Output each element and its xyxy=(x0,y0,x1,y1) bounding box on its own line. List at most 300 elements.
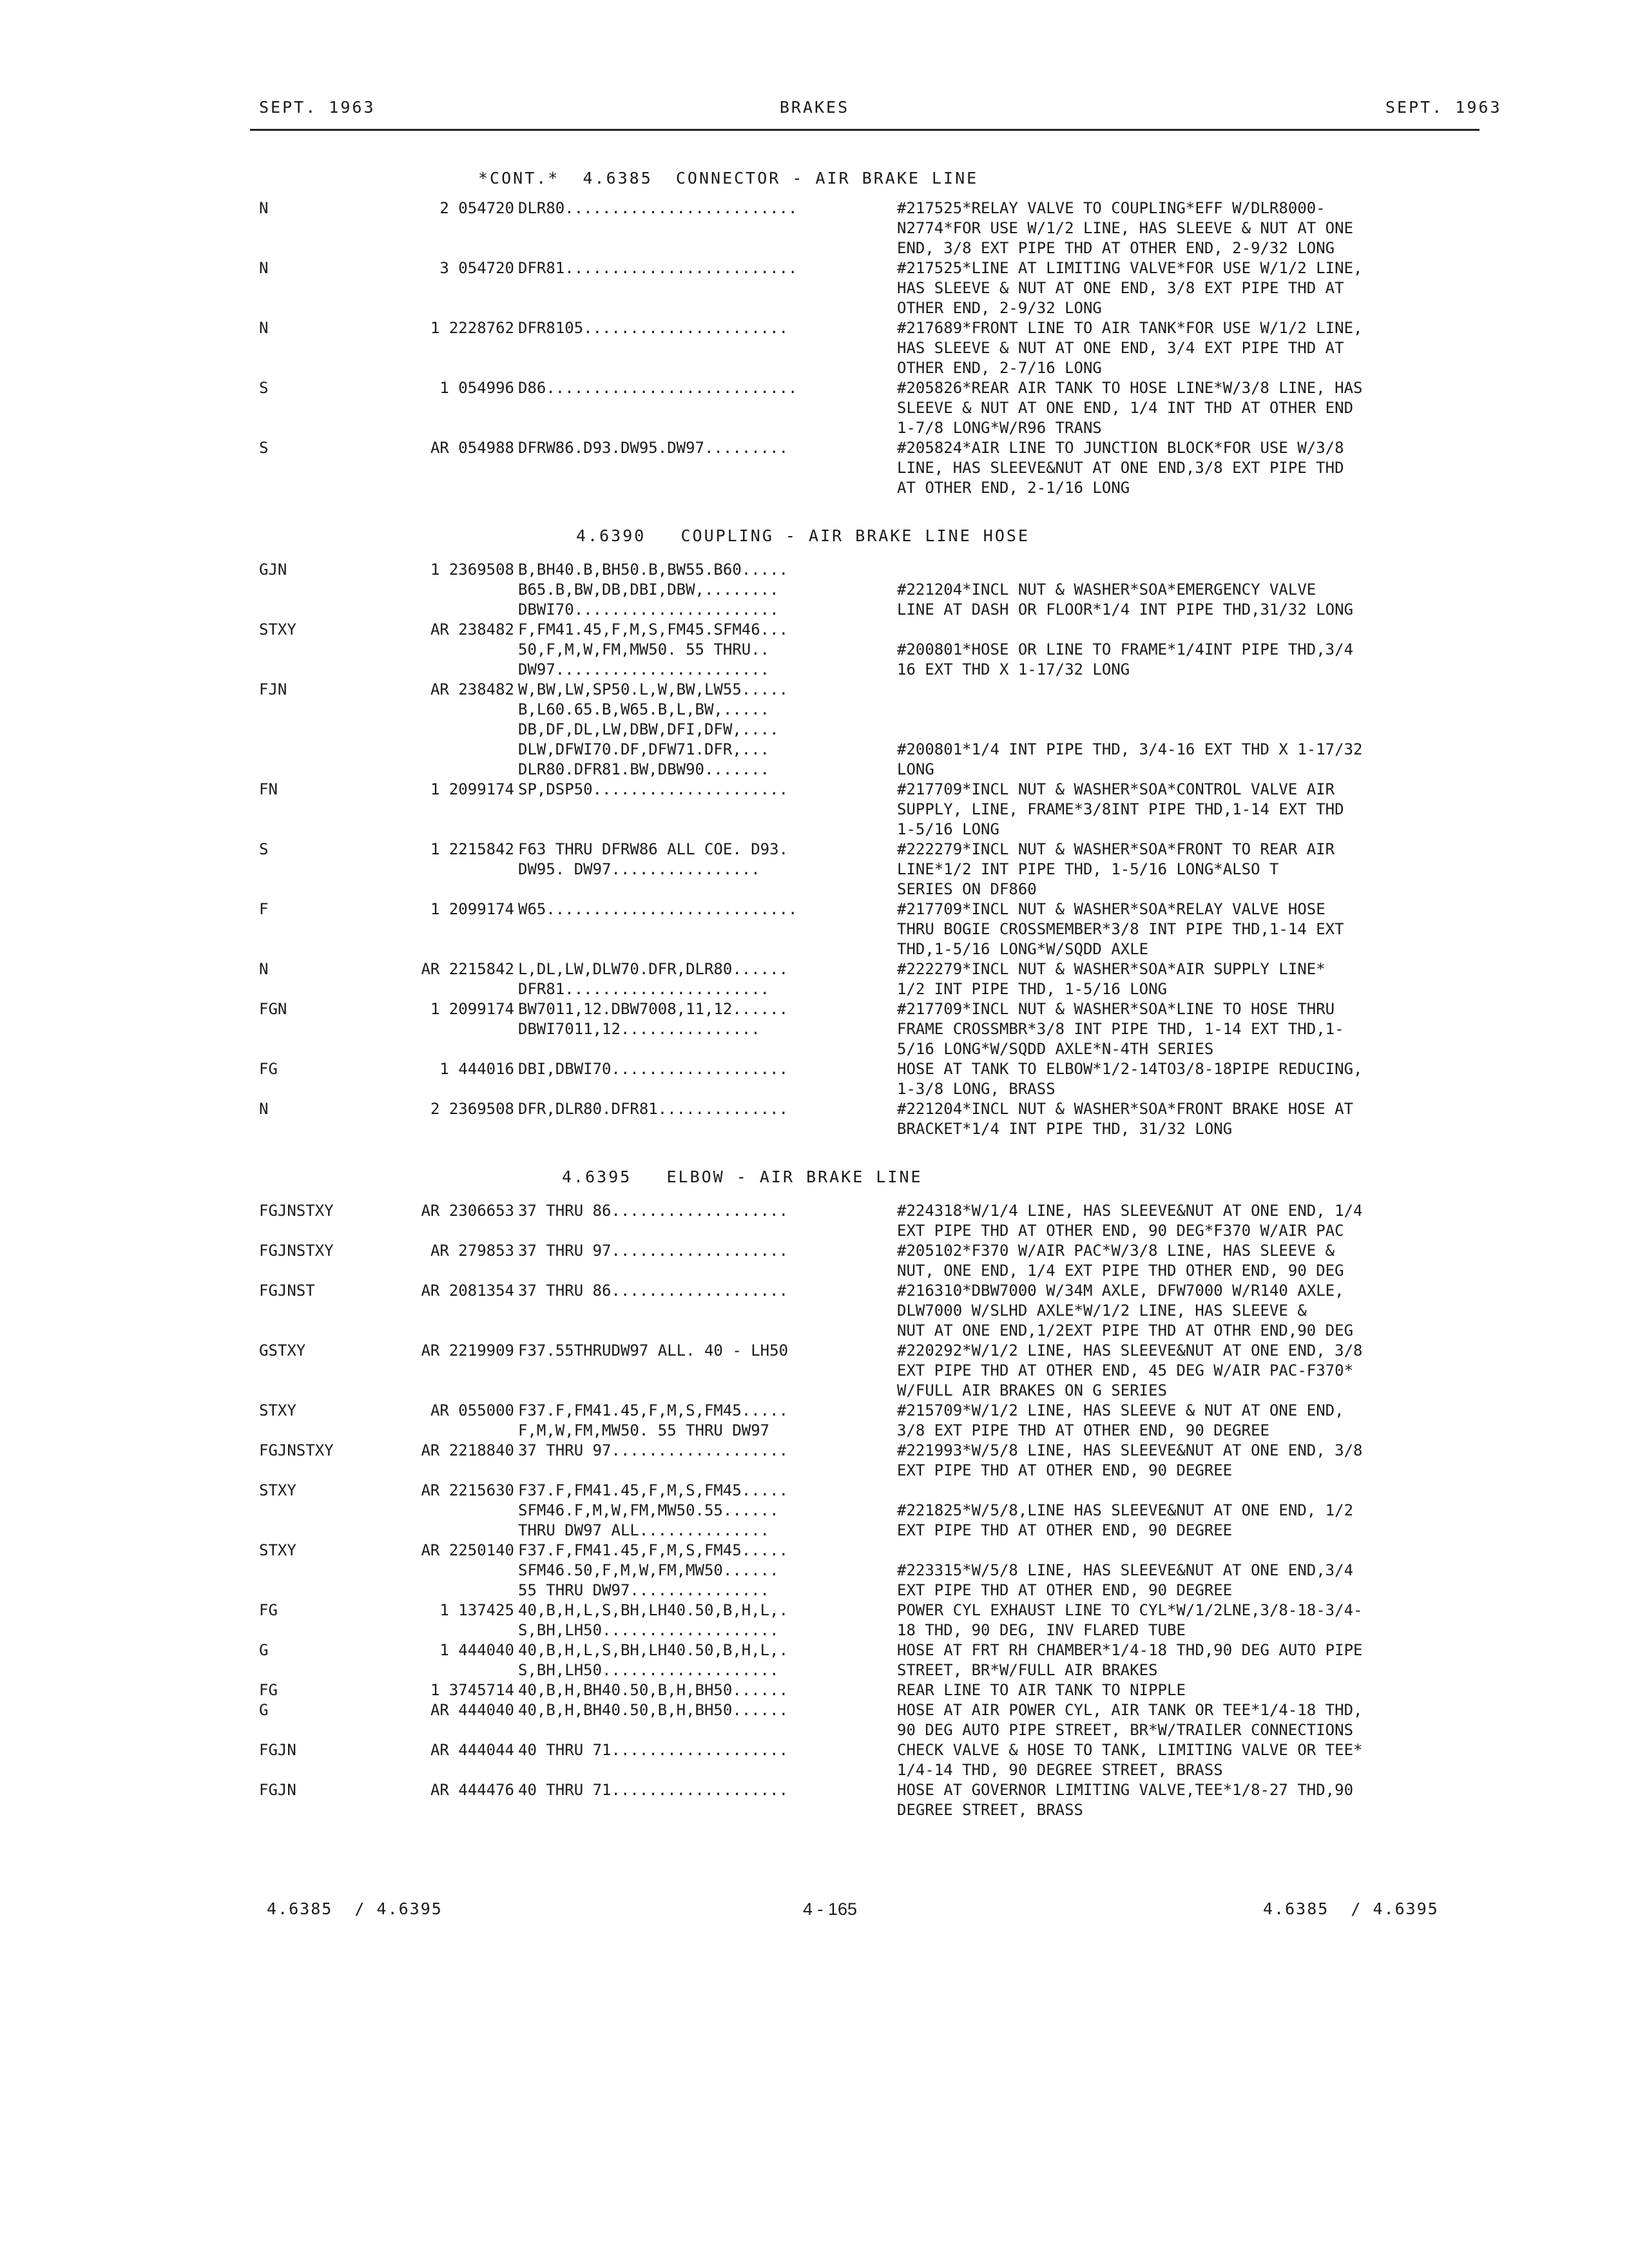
section-gap xyxy=(259,498,1483,516)
model-line: DFR,DLR80.DFR81.............. xyxy=(518,1100,789,1118)
part-description xyxy=(884,1541,1483,1600)
qty-part xyxy=(383,899,518,959)
qty-part xyxy=(383,438,518,498)
description-line: #224318*W/1/4 LINE, HAS SLEEVE&NUT AT ONE END, 1/4 xyxy=(897,1202,1363,1220)
spacer xyxy=(449,1060,458,1078)
part-number: 2250140 xyxy=(448,1541,514,1559)
series-code: GJN xyxy=(259,561,287,579)
spacer xyxy=(449,1401,458,1419)
part-entry xyxy=(259,1740,1483,1780)
description-line xyxy=(897,1541,1483,1561)
part-number: 444476 xyxy=(458,1781,514,1799)
description-line: #200801*HOSE OR LINE TO FRAME*1/4INT PIPE THD,3/4 xyxy=(897,640,1354,658)
applicable-models xyxy=(518,378,884,438)
description-line: 1-3/8 LONG, BRASS xyxy=(897,1080,1055,1098)
qty-part xyxy=(383,1700,518,1740)
applicable-models xyxy=(518,1401,884,1441)
spacer xyxy=(439,840,448,858)
applicable-models xyxy=(518,1640,884,1680)
series-code: FG xyxy=(259,1601,278,1619)
description-line xyxy=(897,720,1483,740)
quantity: 1 xyxy=(439,1060,449,1078)
qty-part xyxy=(383,1600,518,1640)
series-code: FG xyxy=(259,1681,278,1699)
description-line: W/FULL AIR BRAKES ON G SERIES xyxy=(897,1381,1168,1399)
model-line: 37 THRU 86................... xyxy=(518,1202,789,1220)
series-code: S xyxy=(259,439,269,457)
description-line: LINE*1/2 INT PIPE THD, 1-5/16 LONG*ALSO T xyxy=(897,860,1279,878)
quantity: AR xyxy=(430,1741,449,1759)
model-line: 40 THRU 71................... xyxy=(518,1741,789,1759)
part-description xyxy=(884,1099,1483,1139)
series-code: STXY xyxy=(259,620,296,639)
part-entry xyxy=(259,198,1483,258)
description-line: 1-5/16 LONG xyxy=(897,820,999,838)
part-entry xyxy=(259,1241,1483,1281)
model-line: S,BH,LH50................... xyxy=(518,1621,779,1639)
part-number: 2099174 xyxy=(448,900,514,918)
model-line: F37.F,FM41.45,F,M,S,FM45..... xyxy=(518,1481,789,1499)
description-line: 18 THD, 90 DEG, INV FLARED TUBE xyxy=(897,1621,1186,1639)
part-number: 054720 xyxy=(458,259,514,277)
description-line: 5/16 LONG*W/SQDD AXLE*N-4TH SERIES xyxy=(897,1040,1214,1058)
description-line: THRU BOGIE CROSSMEMBER*3/8 INT PIPE THD,1-14 EXT xyxy=(897,920,1344,938)
model-line: DLW,DFWI70.DF,DFW71.DFR,... xyxy=(518,740,770,758)
part-number: 3745714 xyxy=(448,1681,514,1699)
applicable-models xyxy=(518,1740,884,1780)
series-code: N xyxy=(259,1100,269,1118)
description-line: #217709*INCL NUT & WASHER*SOA*RELAY VALVE HOSE xyxy=(897,900,1325,918)
part-entry xyxy=(259,840,1483,899)
qty-part xyxy=(383,1481,518,1541)
description-line: EXT PIPE THD AT OTHER END, 90 DEGREE xyxy=(897,1521,1233,1539)
part-number: 054988 xyxy=(458,439,514,457)
quantity: AR xyxy=(430,680,449,698)
series-code: FGJNSTXY xyxy=(259,1242,334,1260)
part-description xyxy=(884,1740,1483,1780)
description-line: 3/8 EXT PIPE THD AT OTHER END, 90 DEGREE xyxy=(897,1421,1269,1439)
description-line xyxy=(897,620,1483,640)
part-entry xyxy=(259,1341,1483,1401)
spacer xyxy=(449,1601,458,1619)
qty-part xyxy=(383,378,518,438)
applicable-models xyxy=(518,560,884,620)
applicable-models xyxy=(518,780,884,840)
part-number: 054720 xyxy=(458,199,514,217)
part-description xyxy=(884,1780,1483,1820)
qty-part xyxy=(383,1401,518,1441)
series-code: G xyxy=(259,1701,269,1719)
spacer xyxy=(439,1100,448,1118)
applicable-models xyxy=(518,1600,884,1640)
description-line: END, 3/8 EXT PIPE THD AT OTHER END, 2-9/32 LONG xyxy=(897,239,1335,257)
model-line: DLR80......................... xyxy=(518,199,798,217)
model-line: F,M,W,FM,MW50. 55 THRU DW97 xyxy=(518,1421,770,1439)
qty-part xyxy=(383,1441,518,1481)
quantity: AR xyxy=(430,1781,449,1799)
part-entry xyxy=(259,258,1483,318)
description-line: NUT AT ONE END,1/2EXT PIPE THD AT OTHR END,90 DEG xyxy=(897,1321,1354,1340)
footer-range-right: 4.6385 / 4.6395 xyxy=(1263,1899,1439,1918)
quantity: 2 xyxy=(439,199,449,217)
quantity: AR xyxy=(421,960,440,978)
description-line: 90 DEG AUTO PIPE STREET, BR*W/TRAILER CONNECTIONS xyxy=(897,1721,1354,1739)
spacer xyxy=(449,680,458,698)
quantity: AR xyxy=(430,1242,449,1260)
part-entry xyxy=(259,959,1483,999)
part-entry xyxy=(259,1640,1483,1680)
quantity: AR xyxy=(421,1481,440,1499)
qty-part xyxy=(383,1281,518,1341)
part-entry xyxy=(259,1201,1483,1241)
model-line: W,BW,LW,SP50.L,W,BW,LW55..... xyxy=(518,680,789,698)
spacer xyxy=(449,620,458,639)
part-entry xyxy=(259,560,1483,620)
description-line: OTHER END, 2-7/16 LONG xyxy=(897,359,1102,377)
series-code: FJN xyxy=(259,680,287,698)
qty-part xyxy=(383,999,518,1059)
part-number: 444040 xyxy=(458,1701,514,1719)
description-line: LINE AT DASH OR FLOOR*1/4 INT PIPE THD,31/32 LONG xyxy=(897,601,1354,619)
applicable-models xyxy=(518,1780,884,1820)
spacer xyxy=(449,1701,458,1719)
spacer xyxy=(439,1541,448,1559)
description-line: BRACKET*1/4 INT PIPE THD, 31/32 LONG xyxy=(897,1120,1233,1138)
description-line: DEGREE STREET, BRASS xyxy=(897,1801,1083,1819)
qty-part xyxy=(383,560,518,620)
series-code: FGN xyxy=(259,1000,287,1018)
part-description xyxy=(884,999,1483,1059)
description-line: HOSE AT FRT RH CHAMBER*1/4-18 THD,90 DEG AUTO PIPE xyxy=(897,1641,1363,1659)
page-number: 4 - 165 xyxy=(802,1899,858,1919)
part-description xyxy=(884,1241,1483,1281)
quantity: AR xyxy=(421,1202,440,1220)
part-entry xyxy=(259,1281,1483,1341)
description-line: #217525*LINE AT LIMITING VALVE*FOR USE W/1/2 LINE, xyxy=(897,259,1363,277)
part-description xyxy=(884,680,1483,780)
description-line: #205824*AIR LINE TO JUNCTION BLOCK*FOR USE W/3/8 xyxy=(897,439,1344,457)
quantity: AR xyxy=(421,1282,440,1300)
model-line: B65.B,BW,DB,DBI,DBW,........ xyxy=(518,581,779,599)
model-line: 37 THRU 97................... xyxy=(518,1242,789,1260)
applicable-models xyxy=(518,198,884,258)
model-line: DBI,DBWI70................... xyxy=(518,1060,789,1078)
qty-part xyxy=(383,680,518,780)
description-line: #205102*F370 W/AIR PAC*W/3/8 LINE, HAS SLEEVE & xyxy=(897,1242,1335,1260)
applicable-models xyxy=(518,258,884,318)
spacer xyxy=(439,319,448,337)
part-description xyxy=(884,1680,1483,1700)
spacer xyxy=(439,1000,448,1018)
part-entry xyxy=(259,1099,1483,1139)
description-line: #217689*FRONT LINE TO AIR TANK*FOR USE W/1/2 LINE, xyxy=(897,319,1363,337)
qty-part xyxy=(383,620,518,680)
model-line: F37.F,FM41.45,F,M,S,FM45..... xyxy=(518,1541,789,1559)
model-line: SFM46.50,F,M,W,FM,MW50...... xyxy=(518,1561,779,1579)
applicable-models xyxy=(518,959,884,999)
part-description xyxy=(884,1281,1483,1341)
applicable-models xyxy=(518,1281,884,1341)
quantity: 3 xyxy=(439,259,449,277)
description-line: HOSE AT AIR POWER CYL, AIR TANK OR TEE*1/4-18 THD, xyxy=(897,1701,1363,1719)
part-number: 2215630 xyxy=(448,1481,514,1499)
part-number: 137425 xyxy=(458,1601,514,1619)
quantity: 1 xyxy=(439,1601,449,1619)
applicable-models xyxy=(518,1241,884,1281)
part-number: 2228762 xyxy=(448,319,514,337)
part-description xyxy=(884,258,1483,318)
part-entry xyxy=(259,1481,1483,1541)
series-code: FGJNSTXY xyxy=(259,1202,334,1220)
series-code: N xyxy=(259,319,269,337)
header-rule xyxy=(250,129,1480,131)
description-line: 1/4-14 THD, 90 DEGREE STREET, BRASS xyxy=(897,1761,1223,1779)
part-entry xyxy=(259,620,1483,680)
qty-part xyxy=(383,1640,518,1680)
footer-range-left: 4.6385 / 4.6395 xyxy=(267,1899,443,1918)
part-description xyxy=(884,1059,1483,1099)
series-code: STXY xyxy=(259,1541,296,1559)
model-line: 40,B,H,L,S,BH,LH40.50,B,H,L,. xyxy=(518,1601,789,1619)
description-line: #221204*INCL NUT & WASHER*SOA*EMERGENCY VALVE xyxy=(897,581,1316,599)
part-description xyxy=(884,198,1483,258)
applicable-models xyxy=(518,438,884,498)
description-line: EXT PIPE THD AT OTHER END, 90 DEGREE xyxy=(897,1581,1233,1599)
part-description xyxy=(884,959,1483,999)
applicable-models xyxy=(518,318,884,378)
description-line: #223315*W/5/8 LINE, HAS SLEEVE&NUT AT ONE END,3/4 xyxy=(897,1561,1354,1579)
description-line: CHECK VALVE & HOSE TO TANK, LIMITING VALVE OR TEE* xyxy=(897,1741,1363,1759)
description-line: #221204*INCL NUT & WASHER*SOA*FRONT BRAKE HOSE AT xyxy=(897,1100,1354,1118)
series-code: N xyxy=(259,960,269,978)
applicable-models xyxy=(518,899,884,959)
description-line: 1/2 INT PIPE THD, 1-5/16 LONG xyxy=(897,980,1168,998)
spacer xyxy=(449,1641,458,1659)
description-line: SLEEVE & NUT AT ONE END, 1/4 INT THD AT OTHER END xyxy=(897,399,1354,417)
part-description xyxy=(884,1600,1483,1640)
spacer xyxy=(449,259,458,277)
part-entry xyxy=(259,780,1483,840)
part-description xyxy=(884,378,1483,438)
quantity: 1 xyxy=(430,780,440,798)
description-line: #216310*DBW7000 W/34M AXLE, DFW7000 W/R140 AXLE, xyxy=(897,1282,1344,1300)
spacer xyxy=(439,1341,448,1360)
description-line: #222279*INCL NUT & WASHER*SOA*AIR SUPPLY LINE* xyxy=(897,960,1325,978)
spacer xyxy=(439,1681,448,1699)
qty-part xyxy=(383,1341,518,1401)
part-number: 2369508 xyxy=(448,561,514,579)
description-line: EXT PIPE THD AT OTHER END, 45 DEG W/AIR PAC-F370* xyxy=(897,1361,1354,1379)
part-number: 2215842 xyxy=(448,840,514,858)
model-line: 40,B,H,L,S,BH,LH40.50,B,H,L,. xyxy=(518,1641,789,1659)
spacer xyxy=(439,1441,448,1459)
applicable-models xyxy=(518,680,884,780)
model-line: DLR80.DFR81.BW,DBW90....... xyxy=(518,760,770,778)
applicable-models xyxy=(518,1341,884,1401)
description-line: OTHER END, 2-9/32 LONG xyxy=(897,299,1102,317)
part-number: 238482 xyxy=(458,620,514,639)
part-entry xyxy=(259,1780,1483,1820)
model-line: 37 THRU 97................... xyxy=(518,1441,789,1459)
series-code: S xyxy=(259,379,269,397)
quantity: 1 xyxy=(430,840,440,858)
series-code: F xyxy=(259,900,269,918)
description-line xyxy=(897,700,1483,720)
applicable-models xyxy=(518,1059,884,1099)
series-code: G xyxy=(259,1641,269,1659)
model-line: F37.55THRUDW97 ALL. 40 - LH50 xyxy=(518,1341,789,1360)
part-entry xyxy=(259,899,1483,959)
part-number: 2215842 xyxy=(448,960,514,978)
applicable-models xyxy=(518,1680,884,1700)
model-line: DFR81...................... xyxy=(518,980,770,998)
part-description xyxy=(884,1700,1483,1740)
qty-part xyxy=(383,840,518,899)
part-entry xyxy=(259,438,1483,498)
header-date-right: SEPT. 1963 xyxy=(1385,98,1502,117)
series-code: N xyxy=(259,199,269,217)
model-line: W65........................... xyxy=(518,900,798,918)
description-line xyxy=(897,560,1483,580)
part-number: 2081354 xyxy=(448,1282,514,1300)
part-entry xyxy=(259,1600,1483,1640)
description-line: #222279*INCL NUT & WASHER*SOA*FRONT TO REAR AIR xyxy=(897,840,1335,858)
model-line: DBWI7011,12............... xyxy=(518,1020,760,1038)
series-code: GSTXY xyxy=(259,1341,306,1360)
description-line: SUPPLY, LINE, FRAME*3/8INT PIPE THD,1-14 EXT THD xyxy=(897,800,1344,818)
part-description xyxy=(884,1481,1483,1541)
part-number: 444044 xyxy=(458,1741,514,1759)
model-line: BW7011,12.DBW7008,11,12...... xyxy=(518,1000,789,1018)
spacer xyxy=(449,379,458,397)
qty-part xyxy=(383,780,518,840)
applicable-models xyxy=(518,1099,884,1139)
model-line: DBWI70...................... xyxy=(518,601,779,619)
spacer xyxy=(439,561,448,579)
model-line: F,FM41.45,F,M,S,FM45.SFM46... xyxy=(518,620,789,639)
part-number: 444040 xyxy=(458,1641,514,1659)
series-code: STXY xyxy=(259,1401,296,1419)
model-line: SP,DSP50..................... xyxy=(518,780,789,798)
description-line: AT OTHER END, 2-1/16 LONG xyxy=(897,479,1130,497)
model-line: F37.F,FM41.45,F,M,S,FM45..... xyxy=(518,1401,789,1419)
quantity: 1 xyxy=(430,1000,440,1018)
model-line: DB,DF,DL,LW,DBW,DFI,DFW,.... xyxy=(518,720,779,738)
description-line: 1-7/8 LONG*W/R96 TRANS xyxy=(897,419,1102,437)
quantity: 1 xyxy=(430,1681,440,1699)
description-line: 16 EXT THD X 1-17/32 LONG xyxy=(897,660,1130,678)
part-entry xyxy=(259,1441,1483,1481)
header-date-left: SEPT. 1963 xyxy=(259,98,376,117)
section-title: 4.6395 ELBOW - AIR BRAKE LINE xyxy=(562,1168,923,1186)
description-line: #215709*W/1/2 LINE, HAS SLEEVE & NUT AT ONE END, xyxy=(897,1401,1344,1419)
series-code: FGJN xyxy=(259,1741,296,1759)
parts-catalog-body xyxy=(259,159,1483,1820)
description-line: REAR LINE TO AIR TANK TO NIPPLE xyxy=(897,1681,1186,1699)
quantity: 1 xyxy=(430,319,440,337)
series-code: FN xyxy=(259,780,278,798)
description-line: FRAME CROSSMBR*3/8 INT PIPE THD, 1-14 EXT THD,1- xyxy=(897,1020,1344,1038)
part-entry xyxy=(259,378,1483,438)
model-line: B,L60.65.B,W65.B,L,BW,..... xyxy=(518,700,770,718)
qty-part xyxy=(383,258,518,318)
spacer xyxy=(449,1781,458,1799)
spacer xyxy=(439,960,448,978)
part-number: 2099174 xyxy=(448,780,514,798)
spacer xyxy=(439,1481,448,1499)
applicable-models xyxy=(518,1700,884,1740)
part-number: 054996 xyxy=(458,379,514,397)
description-line: #205826*REAR AIR TANK TO HOSE LINE*W/3/8 LINE, HAS xyxy=(897,379,1363,397)
model-line: DFR81......................... xyxy=(518,259,798,277)
description-line: #217709*INCL NUT & WASHER*SOA*LINE TO HOSE THRU xyxy=(897,1000,1335,1018)
description-line: N2774*FOR USE W/1/2 LINE, HAS SLEEVE & NUT AT ONE xyxy=(897,219,1354,237)
part-description xyxy=(884,840,1483,899)
spacer xyxy=(439,900,448,918)
spacer xyxy=(449,1242,458,1260)
quantity: AR xyxy=(421,1441,440,1459)
applicable-models xyxy=(518,1201,884,1241)
part-number: 2218840 xyxy=(448,1441,514,1459)
part-number: 444016 xyxy=(458,1060,514,1078)
series-code: FGJN xyxy=(259,1781,296,1799)
description-line: #221825*W/5/8,LINE HAS SLEEVE&NUT AT ONE END, 1/2 xyxy=(897,1501,1354,1519)
qty-part xyxy=(383,959,518,999)
qty-part xyxy=(383,198,518,258)
model-line: F63 THRU DFRW86 ALL COE. D93. xyxy=(518,840,789,858)
part-entry xyxy=(259,1541,1483,1600)
quantity: AR xyxy=(430,620,449,639)
series-code: STXY xyxy=(259,1481,296,1499)
quantity: 1 xyxy=(430,900,440,918)
description-line: LINE, HAS SLEEVE&NUT AT ONE END,3/8 EXT PIPE THD xyxy=(897,459,1344,477)
description-line: LONG xyxy=(897,760,934,778)
part-entry xyxy=(259,1059,1483,1099)
part-number: 2306653 xyxy=(448,1202,514,1220)
applicable-models xyxy=(518,1441,884,1481)
part-entry xyxy=(259,1680,1483,1700)
description-line: SERIES ON DF860 xyxy=(897,880,1037,898)
description-line: STREET, BR*W/FULL AIR BRAKES xyxy=(897,1661,1158,1679)
description-line: #220292*W/1/2 LINE, HAS SLEEVE&NUT AT ONE END, 3/8 xyxy=(897,1341,1363,1360)
quantity: 1 xyxy=(439,379,449,397)
model-line: DW95. DW97................ xyxy=(518,860,760,878)
part-number: 279853 xyxy=(458,1242,514,1260)
description-line: #200801*1/4 INT PIPE THD, 3/4-16 EXT THD X 1-17/32 xyxy=(897,740,1363,758)
part-entry xyxy=(259,999,1483,1059)
qty-part xyxy=(383,1099,518,1139)
section-title: 4.6390 COUPLING - AIR BRAKE LINE HOSE xyxy=(576,526,1030,545)
quantity: AR xyxy=(430,1401,449,1419)
model-line: L,DL,LW,DLW70.DFR,DLR80...... xyxy=(518,960,789,978)
quantity: 1 xyxy=(439,1641,449,1659)
part-description xyxy=(884,1201,1483,1241)
quantity: AR xyxy=(421,1541,440,1559)
part-description xyxy=(884,620,1483,680)
model-line: S,BH,LH50................... xyxy=(518,1661,779,1679)
model-line: DW97....................... xyxy=(518,660,770,678)
description-line: HOSE AT TANK TO ELBOW*1/2-14TO3/8-18PIPE REDUCING, xyxy=(897,1060,1363,1078)
spacer xyxy=(439,1202,448,1220)
part-description xyxy=(884,318,1483,378)
qty-part xyxy=(383,1780,518,1820)
applicable-models xyxy=(518,620,884,680)
quantity: AR xyxy=(430,1701,449,1719)
part-description xyxy=(884,899,1483,959)
model-line: 55 THRU DW97............... xyxy=(518,1581,770,1599)
model-line: THRU DW97 ALL.............. xyxy=(518,1521,770,1539)
spacer xyxy=(449,199,458,217)
